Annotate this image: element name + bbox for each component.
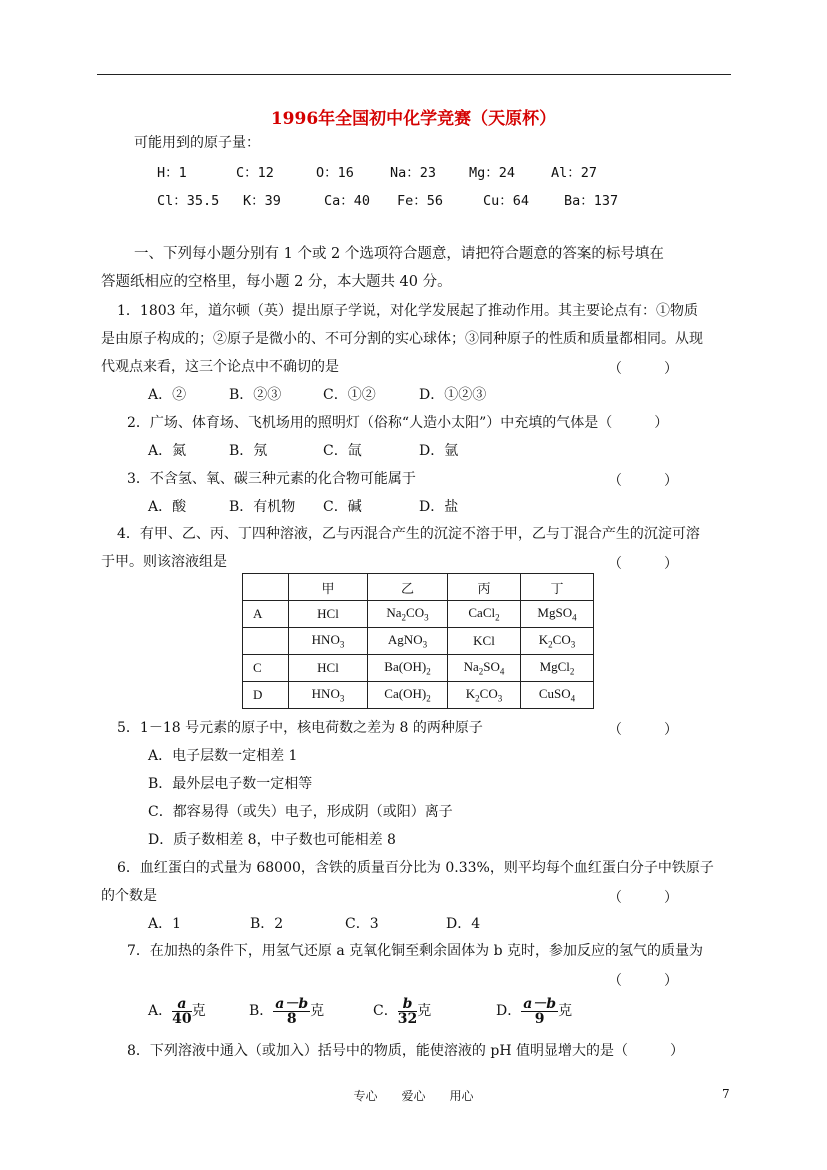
table-row — [243, 655, 594, 682]
q8-line1: 8．下列溶液中通入（或加入）括号中的物质，能使溶液的 pH 值明显增大的是（ ） — [127, 1043, 684, 1059]
q2-line1: 2．广场、体育场、飞机场用的照明灯（俗称“人造小太阳”）中充填的气体是（ ） — [127, 415, 669, 431]
q1-line1: 1．1803 年，道尔顿（英）提出原子学说，对化学发展起了推动作用。其主要论点有：①物质 — [117, 303, 698, 319]
fraction — [172, 997, 191, 1026]
atomic-mass-ba: Ba：137 — [564, 193, 619, 209]
q7-option-d — [496, 992, 572, 1030]
q4-answer-blank: （ ） — [608, 556, 678, 572]
q1-line2: 是由原子构成的；②原子是微小的、不可分割的实心球体；③同种原子的性质和质量都相同。从现 — [101, 331, 703, 347]
q6-answer-blank: （ ） — [608, 890, 678, 906]
fraction-numerator: a－b — [275, 995, 309, 1012]
q2-option-c: C．氙 — [323, 443, 362, 459]
q6-option-d: D．4 — [446, 916, 481, 932]
atomic-mass-k: K：39 — [243, 193, 281, 209]
page-number: 7 — [722, 1087, 730, 1101]
table-cell: CaCl$_2$ — [448, 601, 521, 628]
q6-option-a: A．1 — [148, 916, 182, 932]
q5-option-d: D．质子数相差 8，中子数也可能相差 8 — [148, 832, 396, 848]
unit: 克 — [558, 1003, 573, 1019]
q2-option-b: B．氖 — [229, 443, 268, 459]
q6-option-b: B．2 — [250, 916, 284, 932]
q7-option-b — [249, 992, 324, 1030]
q3-line1: 3．不含氢、氧、碳三种元素的化合物可能属于 — [127, 471, 416, 487]
fraction-denominator: 32 — [397, 1010, 418, 1027]
q7-option-a — [148, 992, 206, 1030]
table-row — [243, 682, 594, 709]
q2-option-a: A．氮 — [148, 443, 187, 459]
q7-option-c — [373, 992, 431, 1030]
solution-table — [242, 573, 594, 709]
q2-option-d: D．氩 — [419, 443, 459, 459]
table-cell: MgCl$_2$ — [521, 655, 594, 682]
atomic-mass-o: O：16 — [316, 165, 354, 181]
unit: 克 — [417, 1003, 432, 1019]
atomic-mass-c: C：12 — [236, 165, 274, 181]
table-cell: $HNO_3$ — [289, 682, 368, 709]
page-title: 1996年全国初中化学竞赛（天原杯） — [270, 109, 557, 129]
page-footer: 专心 爱心 用心 — [353, 1089, 474, 1103]
q1-option-b: B．②③ — [229, 387, 282, 403]
option-label: D． — [496, 1003, 522, 1019]
section-instructions-line2: 答题纸相应的空格里，每小题 2 分，本大题共 40 分。 — [101, 274, 452, 290]
table-header-cell: 乙 — [368, 574, 448, 601]
unit: 克 — [310, 1003, 325, 1019]
header-rule — [97, 74, 731, 75]
q5-answer-blank: （ ） — [608, 722, 678, 738]
table-cell: $K_2CO_3$ — [521, 628, 594, 655]
fraction-denominator: 9 — [534, 1010, 545, 1027]
q4-line1: 4．有甲、乙、丙、丁四种溶液，乙与丙混合产生的沉淀不溶于甲，乙与丁混合产生的沉淀可溶 — [117, 526, 700, 542]
q6-line1: 6．血红蛋白的式量为 68000，含铁的质量百分比为 0.33%，则平均每个血红蛋白分子中铁原子 — [117, 860, 714, 876]
table-cell: $Ba(OH)_2$ — [368, 655, 448, 682]
q5-option-a: A．电子层数一定相差 1 — [148, 748, 298, 764]
table-cell: MgSO$_4$ — [521, 601, 594, 628]
table-cell: $Ca(OH)_2$ — [368, 682, 448, 709]
fraction-denominator: 40 — [172, 1010, 192, 1027]
table-header-cell: 丙 — [448, 574, 521, 601]
q5-option-c: C．都容易得（或失）电子，形成阴（或阳）离子 — [148, 804, 453, 820]
table-cell: A — [243, 601, 289, 628]
table-cell: $Na_2SO_4$ — [448, 655, 521, 682]
fraction-denominator: 8 — [286, 1010, 297, 1027]
q5-line1: 5．1－18 号元素的原子中，核电荷数之差为 8 的两种原子 — [117, 720, 483, 736]
table-cell: C — [243, 655, 289, 682]
table-cell: $Na_2CO_3$ — [368, 601, 448, 628]
table-cell: $HNO_3$ — [289, 628, 368, 655]
table-header-row — [243, 574, 594, 601]
q7-answer-blank: （ ） — [608, 973, 678, 989]
atomic-mass-cl: Cl：35.5 — [157, 193, 220, 209]
fraction-numerator: b — [398, 997, 417, 1012]
atomic-mass-intro: 可能用到的原子量： — [134, 135, 260, 151]
table-cell: D — [243, 682, 289, 709]
table-cell: KCl — [448, 628, 521, 655]
fraction — [273, 997, 310, 1026]
option-label: B． — [249, 1003, 274, 1019]
table-cell — [243, 628, 289, 655]
q5-option-b: B．最外层电子数一定相等 — [148, 776, 313, 792]
atomic-mass-na: Na：23 — [390, 165, 437, 181]
fraction — [521, 997, 558, 1026]
q3-option-a: A．酸 — [148, 499, 187, 515]
table-header-cell: 丁 — [521, 574, 594, 601]
q1-option-a: A．② — [148, 387, 187, 403]
q7-line1: 7．在加热的条件下，用氢气还原 a 克氧化铜至剩余固体为 b 克时，参加反应的氢气的质量为 — [127, 943, 704, 959]
unit: 克 — [191, 1003, 206, 1019]
q3-option-c: C．碱 — [323, 499, 362, 515]
atomic-mass-mg: Mg：24 — [469, 165, 516, 181]
table-cell: HCl — [289, 601, 368, 628]
atomic-mass-al: Al：27 — [551, 165, 598, 181]
fraction-numerator: a — [172, 997, 191, 1012]
table-row — [243, 601, 594, 628]
q3-option-b: B．有机物 — [229, 499, 296, 515]
q1-line3: 代观点来看，这三个论点中不确切的是 — [101, 359, 339, 375]
fraction-numerator: a－b — [523, 995, 557, 1012]
q1-option-c: C．①② — [323, 387, 376, 403]
table-header-cell: 甲 — [289, 574, 368, 601]
option-label: A． — [148, 1003, 173, 1019]
q3-option-d: D．盐 — [419, 499, 459, 515]
table-header-cell — [243, 574, 289, 601]
table-row — [243, 628, 594, 655]
table-cell: CuSO$_4$ — [521, 682, 594, 709]
table-cell: $K_2CO_3$ — [448, 682, 521, 709]
table-cell: AgNO$_3$ — [368, 628, 448, 655]
atomic-mass-ca: Ca：40 — [324, 193, 371, 209]
atomic-mass-fe: Fe：56 — [397, 193, 444, 209]
atomic-mass-cu: Cu：64 — [483, 193, 530, 209]
fraction — [398, 997, 417, 1026]
q6-line2: 的个数是 — [101, 888, 157, 904]
q3-answer-blank: （ ） — [608, 473, 678, 489]
atomic-mass-h: H：1 — [157, 165, 187, 181]
section-instructions-line1: 一、下列每小题分别有 1 个或 2 个选项符合题意，请把符合题意的答案的标号填在 — [134, 246, 664, 262]
q1-answer-blank: （ ） — [608, 361, 678, 377]
table-cell: HCl — [289, 655, 368, 682]
q6-option-c: C．3 — [345, 916, 379, 932]
q1-option-d: D．①②③ — [419, 387, 487, 403]
q4-line2: 于甲。则该溶液组是 — [101, 554, 227, 570]
option-label: C． — [373, 1003, 398, 1019]
